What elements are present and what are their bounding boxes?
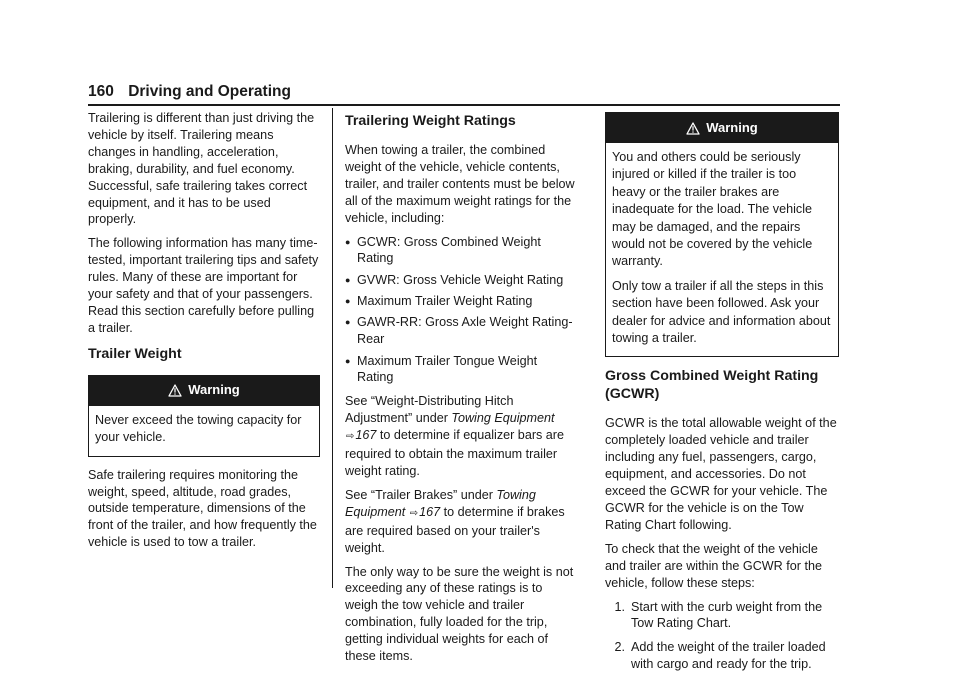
list-item [605,639,839,673]
intro-paragraph-1: Trailering is different than just driving the vehicle by itself. Trailering means changes in handling, acceleration, braking, durability, and fuel economy. Successful, safe trailering takes correct equipment, and it has to be used properly. [88,111,315,227]
warning-title-bar [89,376,319,406]
xref-link[interactable]: Towing Equipment [451,411,555,426]
list-item: ● Maximum Trailer Weight Rating [345,293,577,310]
gcwr-check-intro: To check that the weight of the vehicle and trailer are within the GCWR for the vehicle, follow these steps: [605,541,822,590]
page-header [88,83,291,101]
weight-ratings-intro: When towing a trailer, the combined weight of the vehicle, vehicle contents, trailer, and trailer contents must be below all of the maximum weight ratings for the vehicle, including: [345,143,575,225]
xref-link[interactable]: Towing Equipment [345,487,536,519]
gcwr-heading: Gross Combined Weight Rating (GCWR) [605,368,819,403]
step-text: Add the weight of the trailer loaded with cargo and ready for the trip. [631,640,826,672]
page-number: 160 [88,83,114,100]
step-text: Start with the curb weight from the Tow Rating Chart. [631,599,823,631]
warning-body-1: You and others could be seriously injured or killed if the trailer is too heavy or the trailer brakes are inadequate for the load. The vehicle may be damaged, and the repairs would not be covered by the vehicle warranty. [612,150,813,269]
safe-trailering-paragraph: Safe trailering requires monitoring the weight, speed, altitude, road grades, outside temperature, dimensions of the front of the trailer, and how frequently the vehicle is used to tow a trailer. [88,467,317,550]
weight-ratings-list [345,234,577,387]
overload-warning-box [605,112,839,357]
gcwr-steps-list [605,599,839,674]
list-item: ● GVWR: Gross Vehicle Weight Rating [345,272,577,289]
column-divider [332,108,333,588]
warning-body: Never exceed the towing capacity for your vehicle. [95,412,302,445]
warning-title: Warning [188,382,240,398]
page-reference-arrow-icon: ⇨ [409,507,419,519]
gcwr-definition: GCWR is the total allowable weight of the completely loaded vehicle and trailer including any fuel, passengers, cargo, equipment, and accessories. Do not exceed the GCWR for your vehicle. The GCWR for the vehicle is on the Tow Rating Chart following. [605,416,837,532]
xref-page[interactable]: 167 [355,428,377,443]
column-left [88,110,320,558]
weigh-advice-paragraph: The only way to be sure the weight is not exceeding any of these ratings is to weigh the tow vehicle and trailer combination, fully loaded for the trip, getting individual weights for each of these items. [345,564,574,664]
step-number: 1. [614,599,625,614]
header-rule [88,104,840,106]
trailering-weight-ratings-heading: Trailering Weight Ratings [345,113,516,129]
list-item [605,599,839,633]
list-item: ● GAWR-RR: Gross Axle Weight Rating-Rear [345,314,577,348]
hitch-adjustment-reference: See “Weight-Distributing Hitch Adjustment” under Towing Equipment ⇨167 to determine if equalizer bars are required to obtain the maximum trailer weight rating. [345,394,565,478]
warning-title: Warning [706,119,758,135]
warning-triangle-icon [168,384,182,397]
warning-body-2: Only tow a trailer if all the steps in this section have been followed. Ask your dealer for advice and information about towing a trailer. [612,278,831,346]
warning-title-bar [606,113,838,143]
section-title: Driving and Operating [128,83,291,100]
column-middle [345,110,577,672]
trailer-weight-warning-box [88,375,320,457]
warning-triangle-icon [686,122,700,135]
step-number: 2. [614,640,625,655]
list-item: ● Maximum Trailer Tongue Weight Rating [345,353,577,387]
list-item: ● GCWR: Gross Combined Weight Rating [345,234,577,268]
page-reference-arrow-icon: ⇨ [346,431,355,443]
column-right [605,110,839,680]
trailer-brakes-reference: See “Trailer Brakes” under Towing Equipment ⇨167 to determine if brakes are required based on your trailer's weight. [345,487,565,555]
xref-page[interactable]: 167 [419,504,441,519]
intro-paragraph-2: The following information has many time-tested, important trailering tips and safety rules. Many of these are important for your safety and that of your passengers. Read this section carefully before pulling a trailer. [88,236,319,335]
trailer-weight-heading: Trailer Weight [88,345,182,362]
